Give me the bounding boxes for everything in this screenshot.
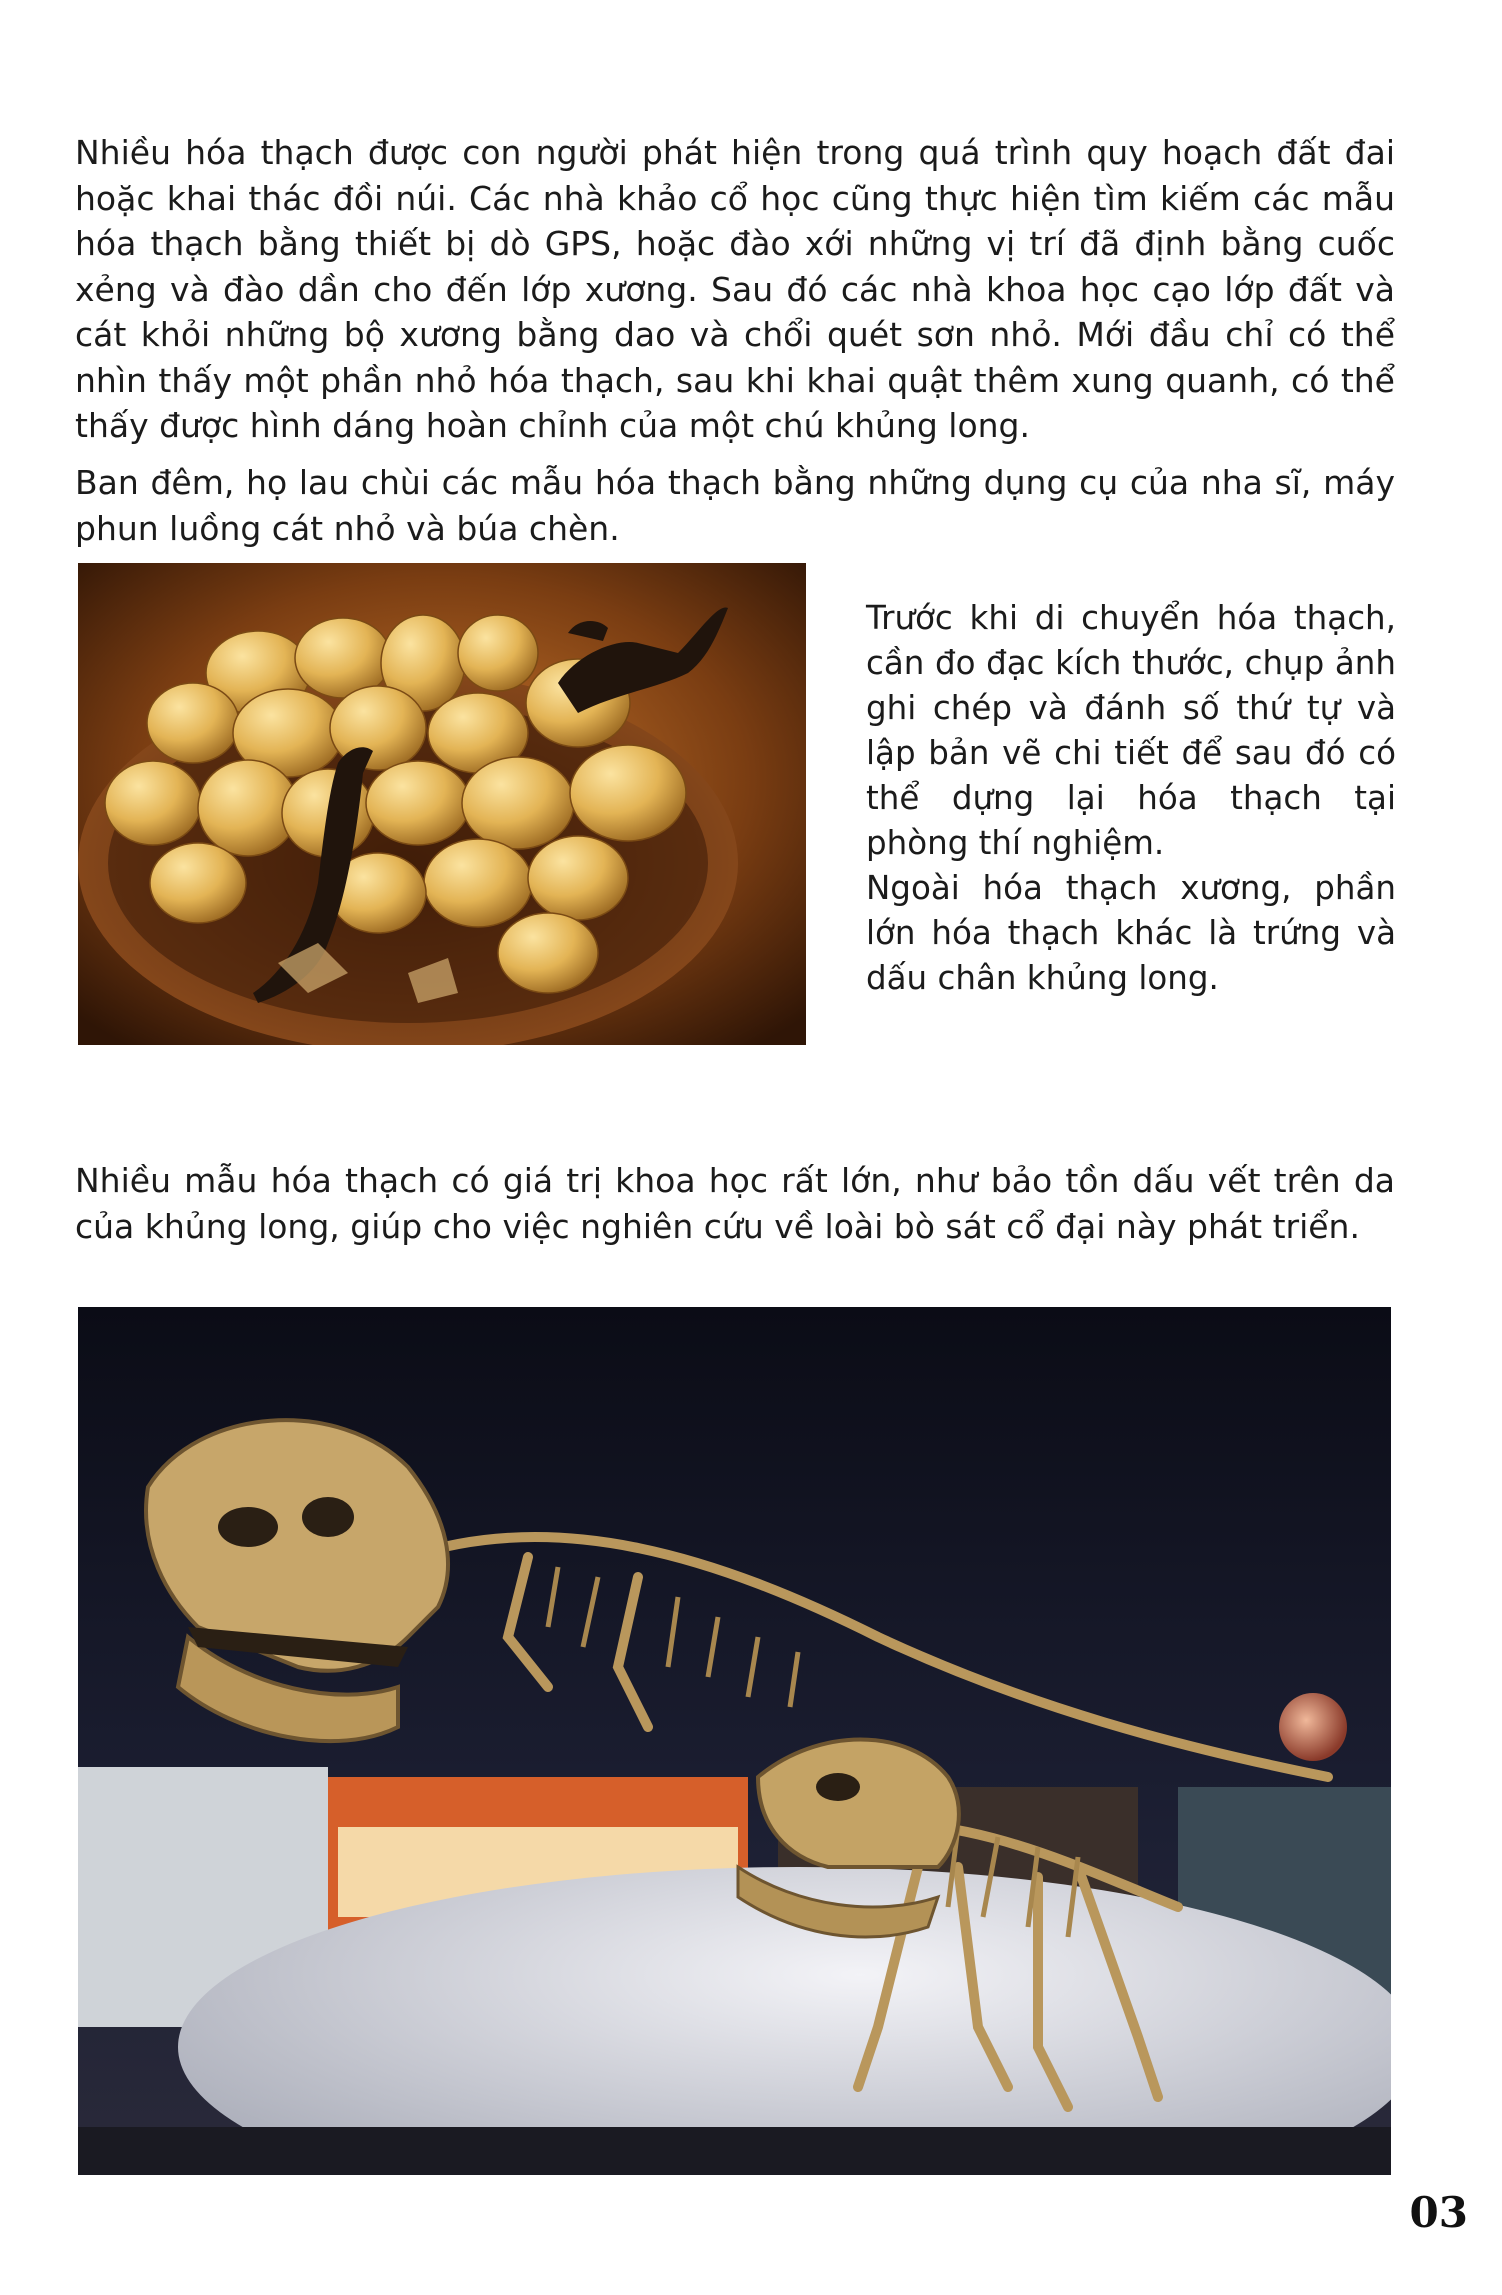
paragraph-measure-before-moving: Trước khi di chuyển hóa thạch, cần đo đạc kích thước, chụp ảnh ghi chép và đánh số thứ tự và lập bản vẽ chi tiết để sau đó có thể dựng lại hóa thạch tại phòng thí nghiệm. [866,599,1396,862]
paragraph-night-cleaning: Ban đêm, họ lau chùi các mẫu hóa thạch bằng những dụng cụ của nha sĩ, máy phun luồng cát nhỏ và búa chèn. [75,463,1395,548]
dinosaur-eggs-photo [78,563,806,1045]
page-number: 03 [1409,2188,1468,2237]
paragraph-fossil-discovery: Nhiều hóa thạch được con người phát hiện trong quá trình quy hoạch đất đai hoặc khai thác đồi núi. Các nhà khảo cổ học cũng thực hiện tìm kiếm các mẫu hóa thạch bằng thiết bị dò GPS, hoặc đào xới những vị trí đã định bằng cuốc xẻng và đào dần cho đến lớp xương. Sau đó các nhà khoa học cạo lớp đất và cát khỏi những bộ xương bằng dao và chổi quét sơn nhỏ. Mới đầu chỉ có thể nhìn thấy một phần nhỏ hóa thạch, sau khi khai quật thêm xung quanh, có thể thấy được hình dáng hoàn chỉnh của một chú khủng long. [75,133,1395,445]
paragraph-eggs-footprints: Ngoài hóa thạch xương, phần lớn hóa thạch khác là trứng và dấu chân khủng long. [866,869,1396,997]
paragraph-scientific-value: Nhiều mẫu hóa thạch có giá trị khoa học rất lớn, như bảo tồn dấu vết trên da của khủng long, giúp cho việc nghiên cứu về loài bò sát cổ đại này phát triển. [75,1161,1395,1246]
museum-dinosaur-skeleton-photo [78,1307,1391,2175]
